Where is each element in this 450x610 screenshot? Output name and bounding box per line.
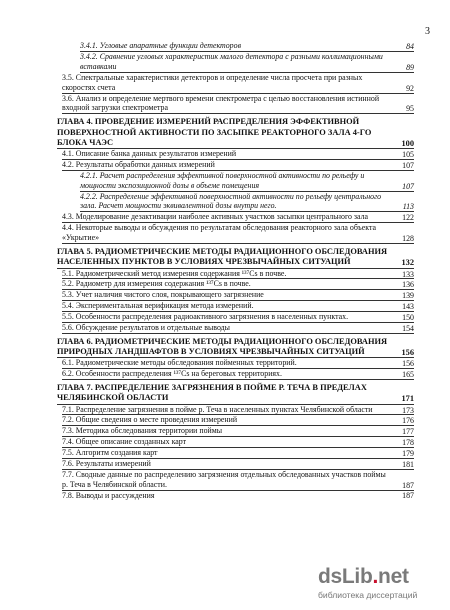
toc-entry-text: 7.7. Сводные данные по распределению загрязнения отдельных обследованных участков поймы р. Теча в Челябинской области. xyxy=(62,470,414,491)
toc-entry[interactable] xyxy=(57,358,414,369)
toc-entry-page: 136 xyxy=(402,280,414,290)
toc-entry[interactable] xyxy=(57,459,414,470)
toc-entry-page: 105 xyxy=(402,149,414,159)
logo-dot: . xyxy=(372,565,379,588)
toc-chapter-text: ГЛАВА 4. ПРОВЕДЕНИЕ ИЗМЕРЕНИЙ РАСПРЕДЕЛЕНИЯ ЭФФЕКТИВНОЙ ПОВЕРХНОСТНОЙ АКТИВНОСТИ ПО ЗАСЫПКЕ РЕАКТОРНОГО ЗАЛА 4-ГО БЛОКА ЧАЭС xyxy=(57,117,414,149)
toc-entry[interactable] xyxy=(57,192,414,213)
toc-entry-text: 5.6. Обсуждение результатов и отдельные выводы xyxy=(62,323,414,334)
toc-entry-text: 5.3. Учет наличия чистого слоя, покрывающего загрязнение xyxy=(62,290,414,301)
toc-entry-page: 177 xyxy=(402,427,414,437)
toc-entry[interactable] xyxy=(57,323,414,334)
toc-entry-text: 7.3. Методика обследования территории поймы xyxy=(62,426,414,437)
toc-entry-page: 154 xyxy=(402,324,414,334)
toc-entry-text: 7.8. Выводы и рассуждения xyxy=(62,490,155,500)
dslib-watermark-logo[interactable] xyxy=(318,565,442,607)
toc-entry-text: 6.2. Особенности распределения ¹³⁷Cs на береговых территориях. xyxy=(62,369,414,380)
toc-entry[interactable] xyxy=(57,405,414,416)
toc-entry-text: 5.1. Радиометрический метод измерения содержания ¹³⁷Cs в почве. xyxy=(62,269,414,280)
page-number: 3 xyxy=(425,26,430,37)
logo-wordmark xyxy=(318,565,409,589)
toc-entry-page: 133 xyxy=(402,269,414,279)
logo-tld: net xyxy=(378,565,409,588)
toc-entry-text: 7.5. Алгоритм создания карт xyxy=(62,448,414,459)
toc-entry-text: 4.2. Результаты обработки данных измерений xyxy=(62,160,414,171)
toc-chapter-page: 132 xyxy=(401,258,414,268)
toc-entry[interactable] xyxy=(57,301,414,312)
toc-entry-text: 3.6. Анализ и определение мертвого времени спектрометра с целью восстановления истинной входной загрузки спектрометра xyxy=(62,94,414,115)
logo-tagline: библиотека диссертаций xyxy=(318,590,418,600)
toc-entry[interactable] xyxy=(57,149,414,160)
toc-entry-text: 3.4.1. Угловые апаратные функции детекторов xyxy=(80,41,414,52)
toc-entry[interactable] xyxy=(57,290,414,301)
toc-chapter-heading[interactable] xyxy=(57,383,414,404)
toc-entry-page: 150 xyxy=(402,313,414,323)
toc-entry[interactable] xyxy=(57,73,414,94)
toc-entry-page: 107 xyxy=(402,181,414,191)
toc-entry-page: 139 xyxy=(402,291,414,301)
toc-entry-text: 7.4. Общее описание созданных карт xyxy=(62,437,414,448)
toc-entry[interactable] xyxy=(57,52,414,73)
toc-entry-text: 4.3. Моделирование дезактивации наиболее активных участков засыпки центрального зала xyxy=(62,212,414,223)
toc-entry-page: 92 xyxy=(406,83,414,93)
toc-entry-text: 4.1. Описание банка данных результатов измерений xyxy=(62,149,414,160)
toc-entry-page: 113 xyxy=(402,202,414,212)
toc-entry-page: 178 xyxy=(402,438,414,448)
toc-entry-text: 7.6. Результаты измерений xyxy=(62,459,414,470)
toc-entry-page: 89 xyxy=(406,62,414,72)
toc-chapter-heading[interactable] xyxy=(57,247,414,268)
toc-entry[interactable] xyxy=(57,41,414,52)
toc-entry-text: 4.4. Некоторые выводы и обсуждения по результатам обследования реакторного зала объекта «Укрытие» xyxy=(62,223,414,244)
toc-entry[interactable] xyxy=(57,279,414,290)
toc-entry-text: 3.5. Спектральные характеристики детекторов и определение числа просчета при разных скоростях счета xyxy=(62,73,414,94)
toc-chapter-heading[interactable] xyxy=(57,117,414,149)
toc-entry-page: 122 xyxy=(402,213,414,223)
toc-chapter-page: 100 xyxy=(401,138,414,148)
toc-entry[interactable] xyxy=(57,269,414,280)
toc-entry-page: 143 xyxy=(402,302,414,312)
toc-chapter-text: ГЛАВА 7. РАСПРЕДЕЛЕНИЕ ЗАГРЯЗНЕНИЯ В ПОЙМЕ Р. ТЕЧА В ПРЕДЕЛАХ ЧЕЛЯБИНСКОЙ ОБЛАСТИ xyxy=(57,383,414,404)
toc-chapter-text: ГЛАВА 5. РАДИОМЕТРИЧЕСКИЕ МЕТОДЫ РАДИАЦИОННОГО ОБСЛЕДОВАНИЯ НАСЕЛЕННЫХ ПУНКТОВ В УСЛОВИЯХ ЧРЕЗВЫЧАЙНЫХ СИТУАЦИЙ xyxy=(57,247,414,268)
toc-entry-page: 128 xyxy=(402,234,414,244)
toc-entry[interactable] xyxy=(57,312,414,323)
logo-brand: dsLib xyxy=(318,565,373,588)
toc-entry-page: 95 xyxy=(406,104,414,114)
toc-entry-text: 7.1. Распределение загрязнения в пойме р. Теча в населенных пунктах Челябинской области xyxy=(62,405,414,416)
toc-entry-text: 5.5. Особенности распределения радиоактивного загрязнения в населенных пунктах. xyxy=(62,312,414,323)
toc-entry-page: 156 xyxy=(402,359,414,369)
toc-entry[interactable] xyxy=(57,171,414,192)
toc-entry-text: 7.2. Общие сведения о месте проведения измерений xyxy=(62,415,414,426)
toc-entry[interactable] xyxy=(57,160,414,171)
toc-entry-page: 181 xyxy=(402,460,414,470)
toc-entry-text: 4.2.2. Распределение эффективной поверхностной активности по рельефу центрального зала. Расчет мощности эквивалентной дозы внутри него. xyxy=(80,192,414,213)
table-of-contents xyxy=(57,41,414,501)
toc-entry-page: 165 xyxy=(402,370,414,380)
toc-entry-page: 187 xyxy=(402,490,414,500)
toc-chapter-page: 171 xyxy=(401,394,414,404)
toc-entry-text: 5.4. Экспериментальная верификация метода измерений. xyxy=(62,301,414,312)
toc-entry-page: 179 xyxy=(402,449,414,459)
toc-chapter-heading[interactable] xyxy=(57,337,414,358)
toc-entry[interactable] xyxy=(57,437,414,448)
toc-entry-page: 173 xyxy=(402,405,414,415)
toc-entry-text: 3.4.2. Сравнение угловых характеристик малого детектора с разными коллимационными вставками xyxy=(80,52,414,73)
toc-entry-text: 5.2. Радиометр для измерения содержания ¹³⁷Cs в почве. xyxy=(62,279,414,290)
toc-entry-page: 176 xyxy=(402,416,414,426)
toc-entry[interactable] xyxy=(57,223,414,244)
toc-entry[interactable] xyxy=(57,94,414,115)
toc-entry[interactable] xyxy=(57,470,414,491)
toc-entry[interactable] xyxy=(57,369,414,380)
toc-chapter-page: 156 xyxy=(401,348,414,358)
toc-entry-page: 187 xyxy=(402,480,414,490)
toc-chapter-text: ГЛАВА 6. РАДИОМЕТРИЧЕСКИЕ МЕТОДЫ РАДИАЦИОННОГО ОБСЛЕДОВАНИЯ ПРИРОДНЫХ ЛАНДШАФТОВ В УСЛОВИЯХ ЧРЕЗВЫЧАЙНЫХ СИТУАЦИЙ xyxy=(57,337,414,358)
toc-entry-page: 84 xyxy=(406,42,414,51)
toc-entry[interactable] xyxy=(57,448,414,459)
toc-entry[interactable] xyxy=(57,415,414,426)
toc-entry[interactable] xyxy=(57,491,414,501)
toc-entry[interactable] xyxy=(57,426,414,437)
toc-entry-text: 4.2.1. Расчет распределения эффективной поверхностной активности по рельефу и мощности экспозиционной дозы в объеме помещения xyxy=(80,171,414,192)
toc-entry-text: 6.1. Радиометрические методы обследования пойменных территорий. xyxy=(62,358,414,369)
toc-entry-page: 107 xyxy=(402,160,414,170)
toc-entry[interactable] xyxy=(57,212,414,223)
